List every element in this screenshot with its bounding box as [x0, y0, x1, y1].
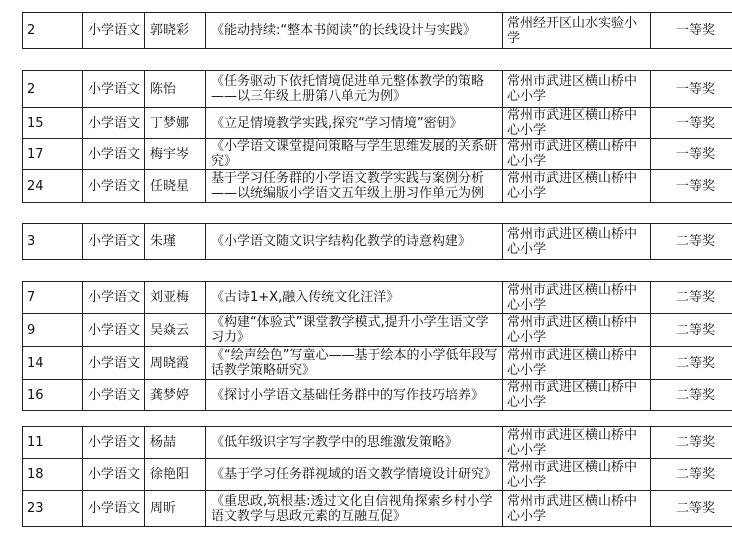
row-paper-title: 《构建“体验式”课堂教学模式,提升小学生语文学习力》: [206, 314, 503, 347]
row-subject: 小学语文: [83, 459, 145, 491]
row-author: 郭晓彩: [145, 13, 206, 49]
row-school: 常州市武进区横山桥中心小学: [503, 282, 651, 314]
row-school: 常州市武进区横山桥中心小学: [503, 139, 651, 170]
row-paper-title: 《立足情境教学实践,探究“学习情境”密钥》: [206, 108, 503, 139]
table-row: [23, 282, 732, 314]
row-paper-title: 《低年级识字写字教学中的思维激发策略》: [206, 427, 503, 459]
row-author: 周晓霞: [145, 347, 206, 380]
award-table-block: [22, 426, 732, 527]
row-school: 常州市武进区横山桥中心小学: [503, 380, 651, 411]
row-subject: 小学语文: [83, 347, 145, 380]
row-paper-title: 《重思政,筑根基:透过文化自信视角探索乡村小学语文教学与思政元素的互融互促》: [206, 491, 503, 527]
table-row: [23, 427, 732, 459]
row-paper-title: 《探讨小学语文基础任务群中的写作技巧培养》: [206, 380, 503, 411]
table-row: [23, 347, 732, 380]
table-row: [23, 13, 732, 49]
row-number: 24: [23, 170, 83, 203]
row-award: 二等奖: [651, 224, 732, 260]
table-row: [23, 170, 732, 203]
row-subject: 小学语文: [83, 13, 145, 49]
table-row: [23, 491, 732, 527]
row-number: 3: [23, 224, 83, 260]
table-row: [23, 108, 732, 139]
row-school: 常州市武进区横山桥中心小学: [503, 347, 651, 380]
table-row: [23, 314, 732, 347]
row-school: 常州市武进区横山桥中心小学: [503, 491, 651, 527]
row-school: 常州市武进区横山桥中心小学: [503, 224, 651, 260]
row-subject: 小学语文: [83, 491, 145, 527]
row-author: 龚梦婷: [145, 380, 206, 411]
row-number: 9: [23, 314, 83, 347]
row-award: 一等奖: [651, 139, 732, 170]
row-subject: 小学语文: [83, 108, 145, 139]
row-school: 常州市武进区横山桥中心小学: [503, 170, 651, 203]
row-paper-title: 《“绘声绘色”写童心——基于绘本的小学低年段写话教学策略研究》: [206, 347, 503, 380]
row-award: 一等奖: [651, 13, 732, 49]
row-author: 丁梦娜: [145, 108, 206, 139]
table-row: [23, 71, 732, 108]
row-number: 18: [23, 459, 83, 491]
table-row: [23, 459, 732, 491]
row-number: 17: [23, 139, 83, 170]
row-school: 常州市武进区横山桥中心小学: [503, 314, 651, 347]
row-subject: 小学语文: [83, 380, 145, 411]
row-number: 23: [23, 491, 83, 527]
row-paper-title: 《古诗1+X,融入传统文化汪洋》: [206, 282, 503, 314]
row-number: 2: [23, 71, 83, 108]
row-author: 陈怡: [145, 71, 206, 108]
row-author: 吴焱云: [145, 314, 206, 347]
row-author: 梅宇岑: [145, 139, 206, 170]
row-award: 一等奖: [651, 71, 732, 108]
row-number: 14: [23, 347, 83, 380]
row-award: 二等奖: [651, 347, 732, 380]
row-award: 二等奖: [651, 380, 732, 411]
row-award: 二等奖: [651, 459, 732, 491]
row-paper-title: 《能动持续:“整本书阅读”的长线设计与实践》: [206, 13, 503, 49]
row-subject: 小学语文: [83, 224, 145, 260]
row-paper-title: 《小学语文课堂提问策略与学生思维发展的关系研究》: [206, 139, 503, 170]
award-table-block: [22, 281, 732, 411]
row-award: 二等奖: [651, 427, 732, 459]
row-author: 徐艳阳: [145, 459, 206, 491]
row-school: 常州市武进区横山桥中心小学: [503, 427, 651, 459]
row-award: 二等奖: [651, 491, 732, 527]
row-paper-title: 基于学习任务群的小学语文教学实践与案例分析 ——以统编版小学语文五年级上册习作单元为例: [206, 170, 503, 203]
row-subject: 小学语文: [83, 282, 145, 314]
row-number: 15: [23, 108, 83, 139]
award-table-block: [22, 12, 732, 49]
row-subject: 小学语文: [83, 139, 145, 170]
row-subject: 小学语文: [83, 71, 145, 108]
row-subject: 小学语文: [83, 427, 145, 459]
row-author: 周昕: [145, 491, 206, 527]
table-row: [23, 224, 732, 260]
row-author: 刘亚梅: [145, 282, 206, 314]
row-subject: 小学语文: [83, 314, 145, 347]
row-paper-title: 《基于学习任务群视域的语文教学情境设计研究》: [206, 459, 503, 491]
row-school: 常州经开区山水实验小学: [503, 13, 651, 49]
row-number: 2: [23, 13, 83, 49]
row-school: 常州市武进区横山桥中心小学: [503, 108, 651, 139]
award-table-block: [22, 223, 732, 260]
row-award: 一等奖: [651, 108, 732, 139]
table-row: [23, 380, 732, 411]
table-row: [23, 139, 732, 170]
row-school: 常州市武进区横山桥中心小学: [503, 71, 651, 108]
row-award: 二等奖: [651, 314, 732, 347]
row-paper-title: 《小学语文随文识字结构化教学的诗意构建》: [206, 224, 503, 260]
row-number: 7: [23, 282, 83, 314]
row-number: 11: [23, 427, 83, 459]
award-table-block: [22, 70, 732, 203]
row-subject: 小学语文: [83, 170, 145, 203]
row-number: 16: [23, 380, 83, 411]
row-award: 一等奖: [651, 170, 732, 203]
row-author: 朱瑾: [145, 224, 206, 260]
row-author: 任晓星: [145, 170, 206, 203]
row-award: 二等奖: [651, 282, 732, 314]
row-school: 常州市武进区横山桥中心小学: [503, 459, 651, 491]
row-author: 杨喆: [145, 427, 206, 459]
row-paper-title: 《任务驱动下依托情境促进单元整体教学的策略——以三年级上册第八单元为例》: [206, 71, 503, 108]
